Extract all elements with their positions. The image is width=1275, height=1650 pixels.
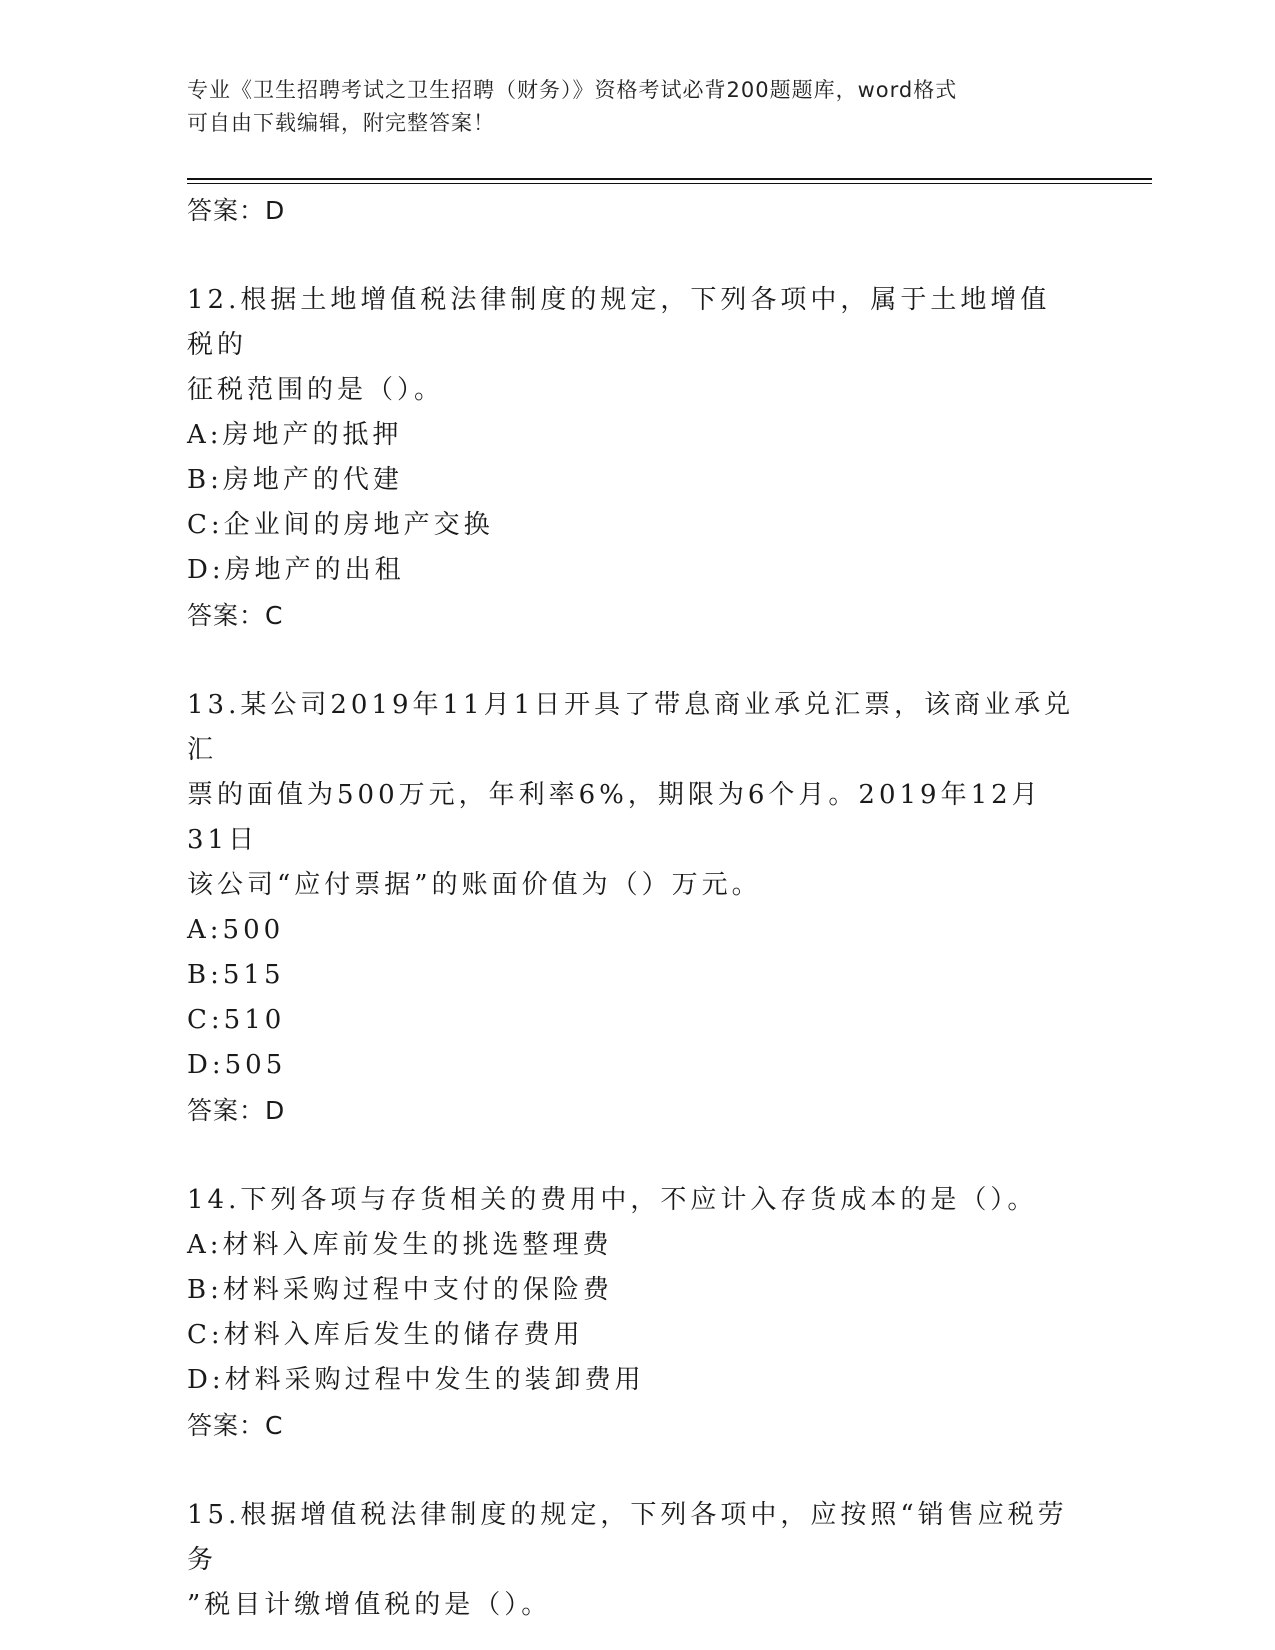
spacer — [187, 639, 1087, 683]
answer: 答案：C — [187, 1411, 284, 1440]
option-c: C:企业间的房地产交换 — [187, 510, 494, 540]
question-text — [187, 1178, 1077, 1223]
option-d: D:505 — [187, 1050, 287, 1080]
option-a: A:房地产的抵押 — [187, 420, 403, 450]
answer: 答案：D — [187, 1096, 286, 1125]
option-d: D:材料采购过程中发生的装卸费用 — [187, 1365, 645, 1395]
header-divider-thin — [187, 183, 1152, 184]
answer: 答案：C — [187, 601, 284, 630]
option-b: B:材料采购过程中支付的保险费 — [187, 1275, 613, 1305]
question-line: 14.下列各项与存货相关的费用中，不应计入存货成本的是（）。 — [187, 1185, 1038, 1215]
option-a: A:500 — [187, 915, 285, 945]
header-line-2: 可自由下载编辑，附完整答案！ — [187, 111, 495, 135]
option-c: C:510 — [187, 1005, 286, 1035]
question-12 — [187, 278, 1087, 639]
question-line: 征税范围的是（）。 — [187, 375, 445, 405]
question-line: ”税目计缴增值税的是（）。 — [187, 1590, 552, 1620]
document-body — [187, 188, 1087, 1628]
spacer — [187, 1134, 1087, 1178]
option-b: B:房地产的代建 — [187, 465, 403, 495]
question-line: 票的面值为500万元，年利率6%，期限为6个月。2019年12月31日 — [187, 780, 1042, 855]
spacer — [187, 1449, 1087, 1493]
option-d: D:房地产的出租 — [187, 555, 405, 585]
question-line: 13.某公司2019年11月1日开具了带息商业承兑汇票，该商业承兑汇 — [187, 690, 1075, 765]
question-text — [187, 278, 1077, 413]
option-a: A:材料入库前发生的挑选整理费 — [187, 1230, 613, 1260]
question-line: 15.根据增值税法律制度的规定，下列各项中，应按照“销售应税劳务 — [187, 1500, 1068, 1575]
question-15 — [187, 1493, 1087, 1628]
question-line: 该公司“应付票据”的账面价值为（）万元。 — [187, 870, 762, 900]
header-divider-thick — [187, 178, 1152, 180]
header-line-1: 专业《卫生招聘考试之卫生招聘（财务）》资格考试必背200题题库，word格式 — [187, 78, 958, 102]
question-text — [187, 1493, 1077, 1628]
document-header — [187, 74, 1077, 140]
question-14 — [187, 1178, 1087, 1449]
question-text — [187, 683, 1077, 908]
option-b: B:515 — [187, 960, 285, 990]
previous-answer: 答案：D — [187, 196, 286, 225]
question-line: 12.根据土地增值税法律制度的规定，下列各项中，属于土地增值税的 — [187, 285, 1051, 360]
option-c: C:材料入库后发生的储存费用 — [187, 1320, 584, 1350]
spacer — [187, 234, 1087, 278]
question-13 — [187, 683, 1087, 1134]
